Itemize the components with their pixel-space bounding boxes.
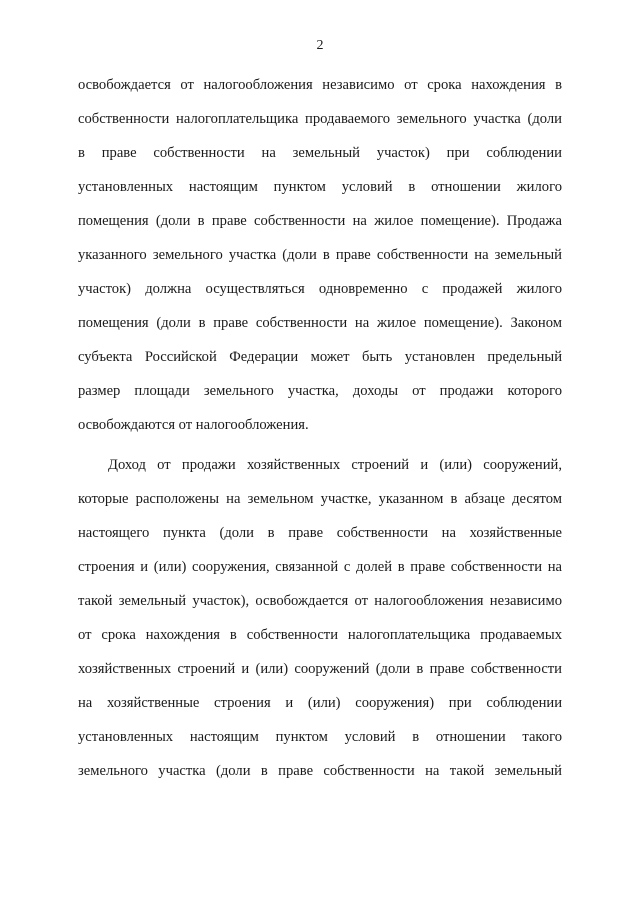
paragraph-line: помещения (доли в праве собственности на жилое помещение). Законом xyxy=(78,315,562,331)
page-number: 2 xyxy=(316,38,324,53)
paragraph-line: настоящего пункта (доли в праве собственности на хозяйственные xyxy=(78,525,562,541)
paragraph-line: указанного земельного участка (доли в праве собственности на земельный xyxy=(78,247,562,263)
paragraph-line: которые расположены на земельном участке, указанном в абзаце десятом xyxy=(78,491,562,507)
paragraph-line: помещения (доли в праве собственности на жилое помещение). Продажа xyxy=(78,213,562,229)
paragraph-line: хозяйственных строений и (или) сооружений (доли в праве собственности xyxy=(78,661,562,677)
paragraph-line: освобождается от налогообложения независимо от срока нахождения в xyxy=(78,77,562,93)
paragraph-line: на хозяйственные строения и (или) сооружения) при соблюдении xyxy=(78,695,562,711)
paragraph-2 xyxy=(78,448,562,788)
paragraph-line: собственности налогоплательщика продаваемого земельного участка (доли xyxy=(78,111,562,127)
paragraph-line: земельного участка (доли в праве собственности на такой земельный xyxy=(78,763,562,779)
paragraph-line: размер площади земельного участка, доходы от продажи которого xyxy=(78,383,562,399)
paragraph-line: субъекта Российской Федерации может быть установлен предельный xyxy=(78,349,562,365)
paragraph-line: в праве собственности на земельный участок) при соблюдении xyxy=(78,145,562,161)
paragraph-line: строения и (или) сооружения, связанной с долей в праве собственности на xyxy=(78,559,562,575)
paragraph-line: участок) должна осуществляться одновременно с продажей жилого xyxy=(78,281,562,297)
paragraph-line: от срока нахождения в собственности налогоплательщика продаваемых xyxy=(78,627,562,643)
paragraph-line: такой земельный участок), освобождается от налогообложения независимо xyxy=(78,593,562,609)
paragraph-line: Доход от продажи хозяйственных строений и (или) сооружений, xyxy=(108,457,562,473)
paragraph-1 xyxy=(78,68,562,442)
paragraph-line: установленных настоящим пунктом условий в отношении такого xyxy=(78,729,562,745)
paragraph-line: установленных настоящим пунктом условий в отношении жилого xyxy=(78,179,562,195)
paragraph-line: освобождаются от налогообложения. xyxy=(78,417,309,433)
